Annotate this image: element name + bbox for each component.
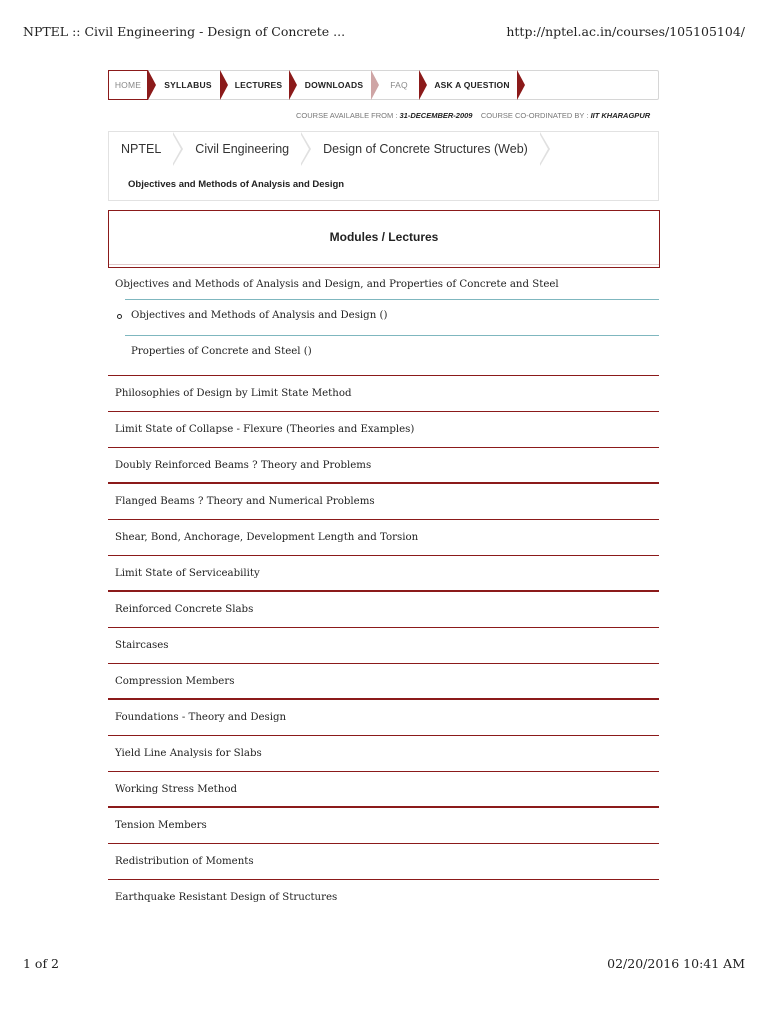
- course-available-label: COURSE AVAILABLE FROM :: [296, 111, 398, 120]
- modules-header: [108, 210, 660, 268]
- module-item[interactable]: [108, 556, 659, 592]
- module-item[interactable]: [108, 268, 659, 376]
- nav-home[interactable]: HOME: [108, 70, 148, 100]
- page-number: 1 of 2: [23, 956, 60, 971]
- top-navigation: [108, 70, 659, 100]
- modules-header-title: Modules / Lectures: [329, 230, 439, 244]
- divider: [109, 264, 659, 265]
- module-item[interactable]: [108, 592, 659, 628]
- module-item[interactable]: [108, 484, 659, 520]
- module-item[interactable]: [108, 376, 659, 412]
- module-title[interactable]: Reinforced Concrete Slabs: [115, 604, 254, 615]
- module-title[interactable]: Tension Members: [115, 820, 207, 831]
- module-item[interactable]: [108, 664, 659, 700]
- nav-lectures[interactable]: LECTURES: [234, 80, 283, 90]
- breadcrumb-nptel[interactable]: NPTEL: [121, 142, 162, 156]
- breadcrumb-civil-engineering[interactable]: Civil Engineering: [195, 142, 290, 156]
- nav-separator: [517, 70, 525, 100]
- bullet-icon: [117, 314, 122, 319]
- nav-downloads[interactable]: DOWNLOADS: [304, 80, 364, 90]
- print-datetime: 02/20/2016 10:41 AM: [607, 956, 745, 971]
- module-title[interactable]: Yield Line Analysis for Slabs: [115, 748, 262, 759]
- module-title[interactable]: Compression Members: [115, 676, 235, 687]
- nav-syllabus[interactable]: SYLLABUS: [164, 80, 212, 90]
- module-title[interactable]: Limit State of Serviceability: [115, 568, 260, 579]
- module-title[interactable]: Shear, Bond, Anchorage, Development Length and Torsion: [115, 532, 419, 543]
- module-item[interactable]: [108, 412, 659, 448]
- module-item[interactable]: [108, 844, 659, 880]
- lesson-title[interactable]: Properties of Concrete and Steel (): [131, 346, 312, 357]
- breadcrumb-separator: [540, 132, 550, 166]
- module-item[interactable]: [108, 628, 659, 664]
- module-title[interactable]: Philosophies of Design by Limit State Method: [115, 388, 352, 399]
- print-page-title: NPTEL :: Civil Engineering - Design of Concrete ...: [23, 24, 346, 39]
- module-item[interactable]: [108, 700, 659, 736]
- breadcrumb-separator: [173, 132, 183, 166]
- module-item[interactable]: [108, 880, 659, 916]
- breadcrumb-panel: [108, 131, 659, 201]
- module-item[interactable]: [108, 808, 659, 844]
- module-title[interactable]: Foundations - Theory and Design: [115, 712, 287, 723]
- print-page-url: http://nptel.ac.in/courses/105105104/: [506, 24, 745, 39]
- breadcrumb-course[interactable]: Design of Concrete Structures (Web): [323, 142, 528, 156]
- nav-separator: [220, 70, 228, 100]
- course-coordinated-label: COURSE CO-ORDINATED BY :: [480, 111, 589, 120]
- lesson-item[interactable]: [125, 336, 659, 372]
- module-item[interactable]: [108, 520, 659, 556]
- course-coordinator: IIT KHARAGPUR: [590, 111, 651, 120]
- breadcrumb: [109, 132, 550, 166]
- module-title[interactable]: Flanged Beams ? Theory and Numerical Problems: [115, 496, 375, 507]
- print-footer: [23, 956, 745, 972]
- nav-separator: [289, 70, 297, 100]
- course-meta: [296, 111, 659, 120]
- module-item[interactable]: [108, 448, 659, 484]
- lesson-title[interactable]: Objectives and Methods of Analysis and Design (): [131, 310, 388, 321]
- nav-separator: [148, 70, 156, 100]
- module-title[interactable]: Staircases: [115, 640, 169, 651]
- module-item[interactable]: [108, 772, 659, 808]
- module-title[interactable]: Working Stress Method: [115, 784, 237, 795]
- module-title[interactable]: Doubly Reinforced Beams ? Theory and Problems: [115, 460, 372, 471]
- lesson-item[interactable]: [125, 300, 659, 336]
- module-title[interactable]: Objectives and Methods of Analysis and Design, and Properties of Concrete and Steel: [115, 279, 559, 290]
- nav-faq[interactable]: FAQ: [390, 80, 408, 90]
- module-title[interactable]: Earthquake Resistant Design of Structures: [115, 892, 338, 903]
- course-available-date: 31-DECEMBER-2009: [399, 111, 473, 120]
- print-header: [23, 24, 745, 40]
- nav-separator: [419, 70, 427, 100]
- module-item[interactable]: [108, 736, 659, 772]
- breadcrumb-separator: [301, 132, 311, 166]
- module-list: [108, 268, 659, 916]
- page-subtitle: Objectives and Methods of Analysis and Design: [128, 179, 345, 190]
- module-title[interactable]: Redistribution of Moments: [115, 856, 254, 867]
- module-title[interactable]: Limit State of Collapse - Flexure (Theories and Examples): [115, 424, 415, 435]
- nav-ask-question[interactable]: ASK A QUESTION: [434, 80, 510, 90]
- nav-separator: [371, 70, 379, 100]
